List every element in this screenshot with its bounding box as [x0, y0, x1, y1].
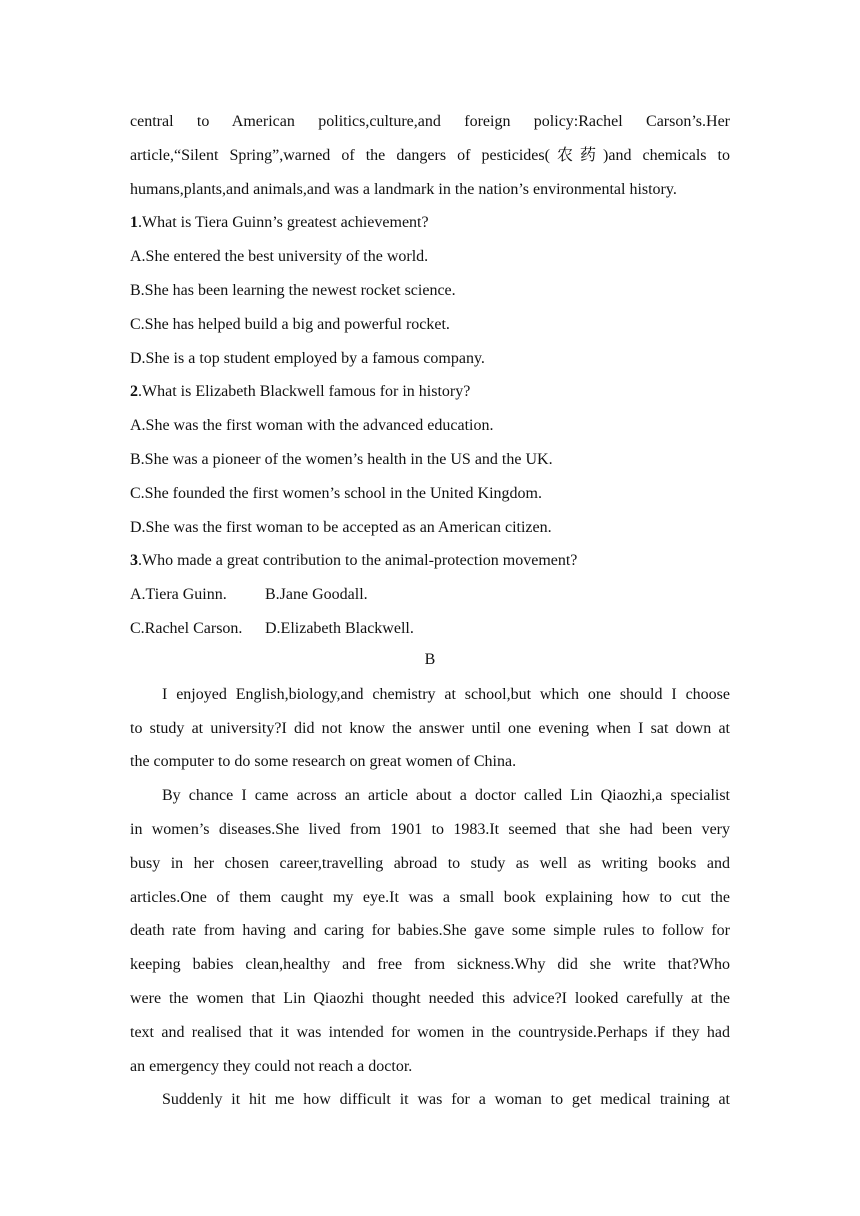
passage-b-paragraph-2 [130, 779, 730, 1083]
text-line: were the women that Lin Qiaozhi thought needed this advice?I looked carefully at the [130, 989, 730, 1007]
text-line: busy in her chosen career,travelling abroad to study as well as writing books and [130, 854, 730, 872]
option-d: D.She is a top student employed by a famous company. [130, 349, 485, 367]
question-number: 2 [130, 383, 138, 401]
option-d: D.Elizabeth Blackwell. [265, 619, 414, 637]
text-line: an emergency they could not reach a doctor. [130, 1057, 413, 1075]
section-b-title: B [424, 650, 436, 668]
question-1 [130, 206, 730, 375]
question-stem [130, 544, 730, 578]
question-text: .Who made a great contribution to the animal-protection movement? [138, 552, 578, 570]
option-a: A.Tiera Guinn. [130, 586, 227, 604]
text-line: in women’s diseases.She lived from 1901 to 1983.It seemed that she had been very [130, 820, 730, 838]
option-c: C.She founded the first women’s school in the United Kingdom. [130, 484, 542, 502]
option-c: C.Rachel Carson. [130, 619, 243, 637]
question-2 [130, 375, 730, 544]
question-number: 3 [130, 552, 138, 570]
text-line: central to American politics,culture,and foreign policy:Rachel Carson’s.Her [130, 113, 730, 130]
option-a: A.She was the first woman with the advanced education. [130, 417, 494, 435]
text-line: text and realised that it was intended for women in the countryside.Perhaps if they had [130, 1023, 730, 1041]
text-line: articles.One of them caught my eye.It was a small book explaining how to cut the [130, 888, 730, 906]
option-a: A.She entered the best university of the world. [130, 248, 429, 266]
question-text: .What is Elizabeth Blackwell famous for in history? [138, 383, 471, 401]
option-c: C.She has helped build a big and powerful rocket. [130, 315, 450, 333]
question-text: .What is Tiera Guinn’s greatest achievement? [138, 214, 429, 232]
question-stem [130, 375, 730, 409]
passage-b-paragraph-3 [130, 1083, 730, 1117]
option-b: B.She has been learning the newest rocket science. [130, 281, 456, 299]
question-number: 1 [130, 214, 138, 232]
text-line: keeping babies clean,healthy and free from sickness.Why did she write that?Who [130, 956, 730, 974]
passage-a-paragraph [130, 105, 730, 206]
text-line: I enjoyed English,biology,and chemistry at school,but which one should I choose [162, 685, 730, 703]
passage-b-paragraph-1 [130, 678, 730, 779]
option-b: B.Jane Goodall. [265, 586, 368, 604]
question-stem [130, 206, 730, 240]
question-3 [130, 544, 730, 645]
text-line: to study at university?I did not know the answer until one evening when I sat down at [130, 719, 730, 737]
text-line: Suddenly it hit me how difficult it was for a woman to get medical training at [162, 1091, 730, 1109]
option-d: D.She was the first woman to be accepted as an American citizen. [130, 518, 552, 536]
option-row [130, 612, 730, 646]
text-line: the computer to do some research on great women of China. [130, 753, 517, 771]
text-line: article,“Silent Spring”,warned of the dangers of pesticides(农药)and chemicals to [130, 146, 730, 164]
text-line: humans,plants,and animals,and was a landmark in the nation’s environmental history. [130, 180, 677, 198]
option-row [130, 578, 730, 612]
text-line: By chance I came across an article about a doctor called Lin Qiaozhi,a specialist [162, 787, 730, 805]
option-b: B.She was a pioneer of the women’s health in the US and the UK. [130, 450, 553, 468]
text-line: death rate from having and caring for babies.She gave some simple rules to follow for [130, 922, 730, 940]
document-page [130, 105, 730, 1117]
